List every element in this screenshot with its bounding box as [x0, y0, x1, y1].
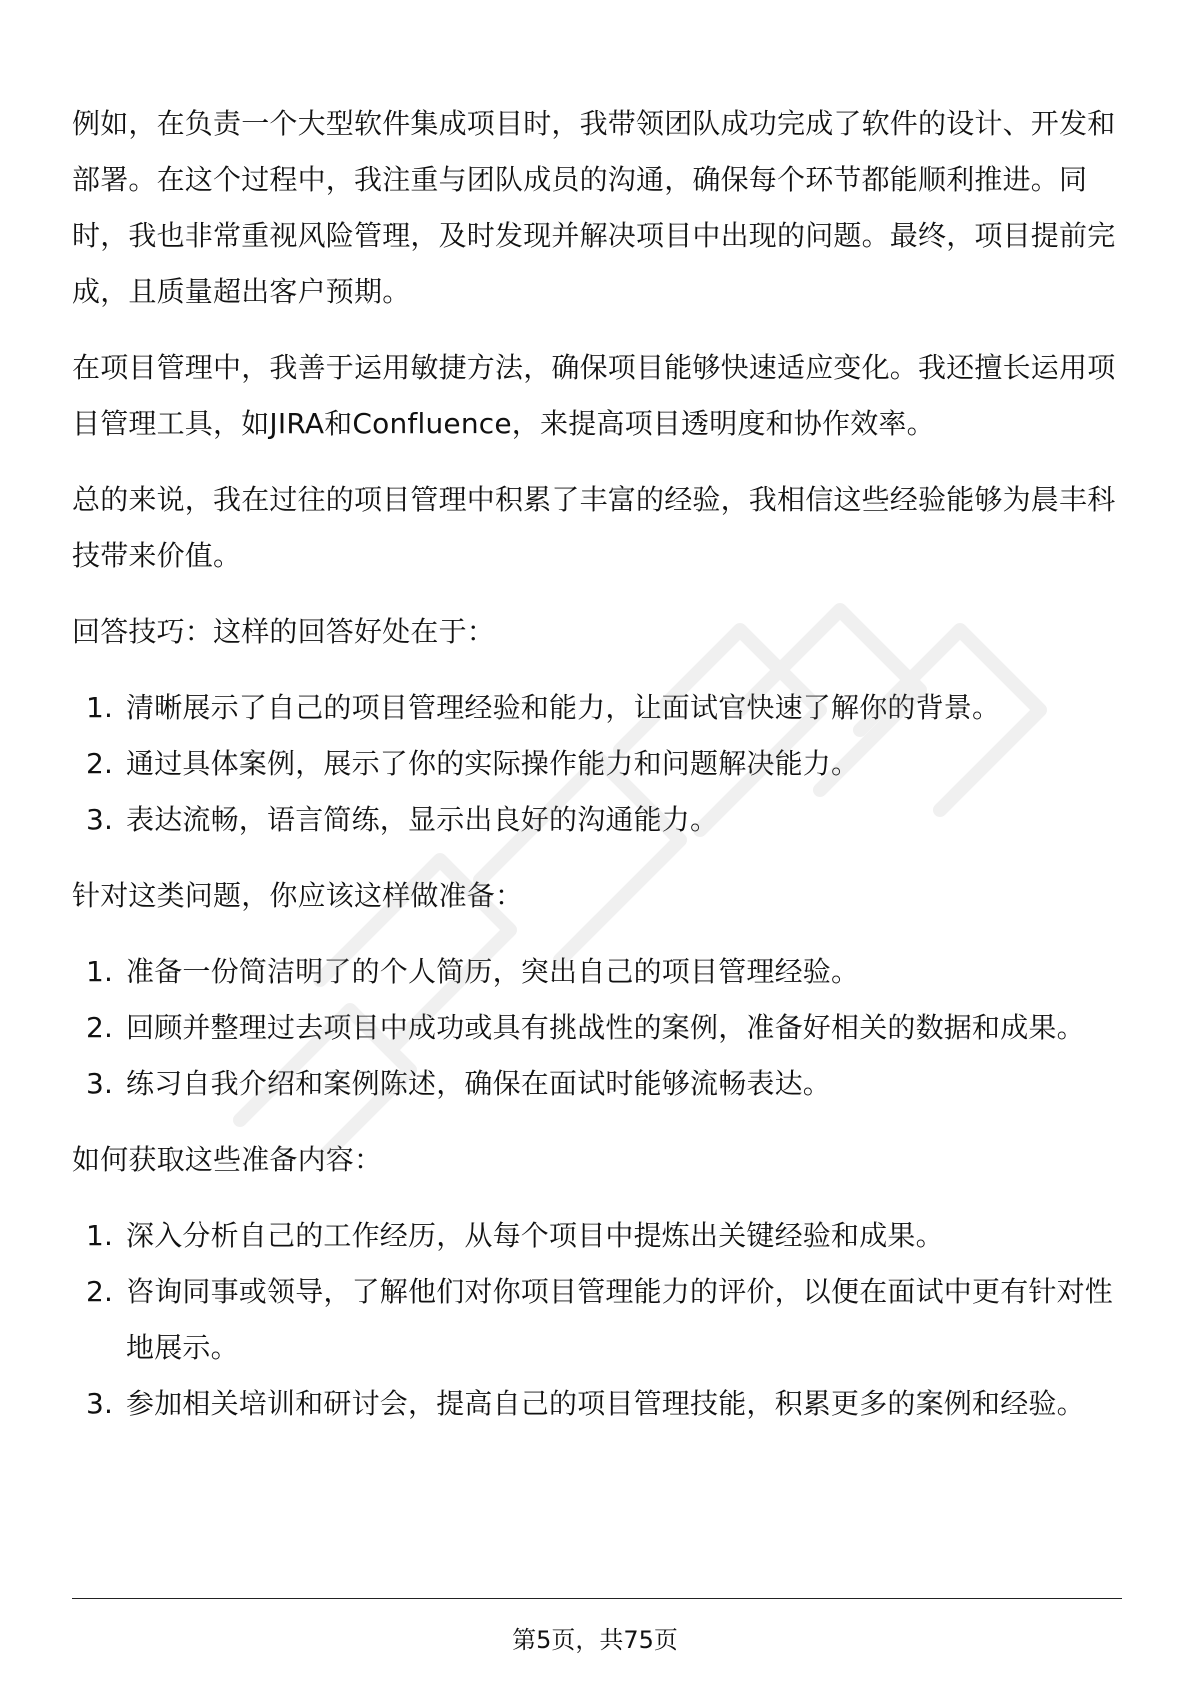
- list-item-text: 练习自我介绍和案例陈述，确保在面试时能够流畅表达。: [126, 1067, 832, 1100]
- answer-tips-list: [72, 680, 1122, 848]
- list-item: [72, 792, 1122, 848]
- section-title-answer-tips: 回答技巧：这样的回答好处在于：: [72, 615, 496, 648]
- paragraph-agile: 在项目管理中，我善于运用敏捷方法，确保项目能够快速适应变化。我还擅长运用项目管理工具，如JIRA和Confluence，来提高项目透明度和协作效率。: [72, 351, 1116, 440]
- list-number: 2.: [86, 747, 114, 780]
- list-item: [72, 1264, 1122, 1376]
- list-item-text: 参加相关培训和研讨会，提高自己的项目管理技能，积累更多的案例和经验。: [126, 1387, 1085, 1420]
- list-item-text: 深入分析自己的工作经历，从每个项目中提炼出关键经验和成果。: [126, 1219, 944, 1252]
- list-item-text: 回顾并整理过去项目中成功或具有挑战性的案例，准备好相关的数据和成果。: [126, 1011, 1085, 1044]
- list-number: 2.: [86, 1275, 114, 1308]
- list-item: [72, 1056, 1122, 1112]
- list-item-text: 通过具体案例，展示了你的实际操作能力和问题解决能力。: [126, 747, 860, 780]
- list-item: [72, 1208, 1122, 1264]
- list-number: 2.: [86, 1011, 114, 1044]
- list-number: 3.: [86, 803, 114, 836]
- list-number: 1.: [86, 1219, 114, 1252]
- list-item: [72, 736, 1122, 792]
- list-item: [72, 680, 1122, 736]
- footer-divider: [72, 1598, 1122, 1599]
- list-number: 3.: [86, 1067, 114, 1100]
- section-title-how-to-obtain: 如何获取这些准备内容：: [72, 1143, 383, 1176]
- list-item-text: 咨询同事或领导，了解他们对你项目管理能力的评价，以便在面试中更有针对性地展示。: [126, 1275, 1114, 1364]
- list-item-text: 清晰展示了自己的项目管理经验和能力，让面试官快速了解你的背景。: [126, 691, 1001, 724]
- list-item: [72, 1000, 1122, 1056]
- paragraph-summary: 总的来说，我在过往的项目管理中积累了丰富的经验，我相信这些经验能够为晨丰科技带来价值。: [72, 483, 1116, 572]
- preparation-list: [72, 944, 1122, 1112]
- section-title-preparation: 针对这类问题，你应该这样做准备：: [72, 879, 524, 912]
- list-item: [72, 1376, 1122, 1432]
- list-item: [72, 944, 1122, 1000]
- list-item-text: 表达流畅，语言简练，显示出良好的沟通能力。: [126, 803, 719, 836]
- how-to-obtain-list: [72, 1208, 1122, 1432]
- list-number: 3.: [86, 1387, 114, 1420]
- list-item-text: 准备一份简洁明了的个人简历，突出自己的项目管理经验。: [126, 955, 860, 988]
- page-content: [72, 96, 1122, 1432]
- list-number: 1.: [86, 691, 114, 724]
- list-number: 1.: [86, 955, 114, 988]
- page-number: 第5页，共75页: [512, 1626, 678, 1654]
- paragraph-example: 例如，在负责一个大型软件集成项目时，我带领团队成功完成了软件的设计、开发和部署。在这个过程中，我注重与团队成员的沟通，确保每个环节都能顺利推进。同时，我也非常重视风险管理，及时发现并解决项目中出现的问题。最终，项目提前完成，且质量超出客户预期。: [72, 107, 1116, 308]
